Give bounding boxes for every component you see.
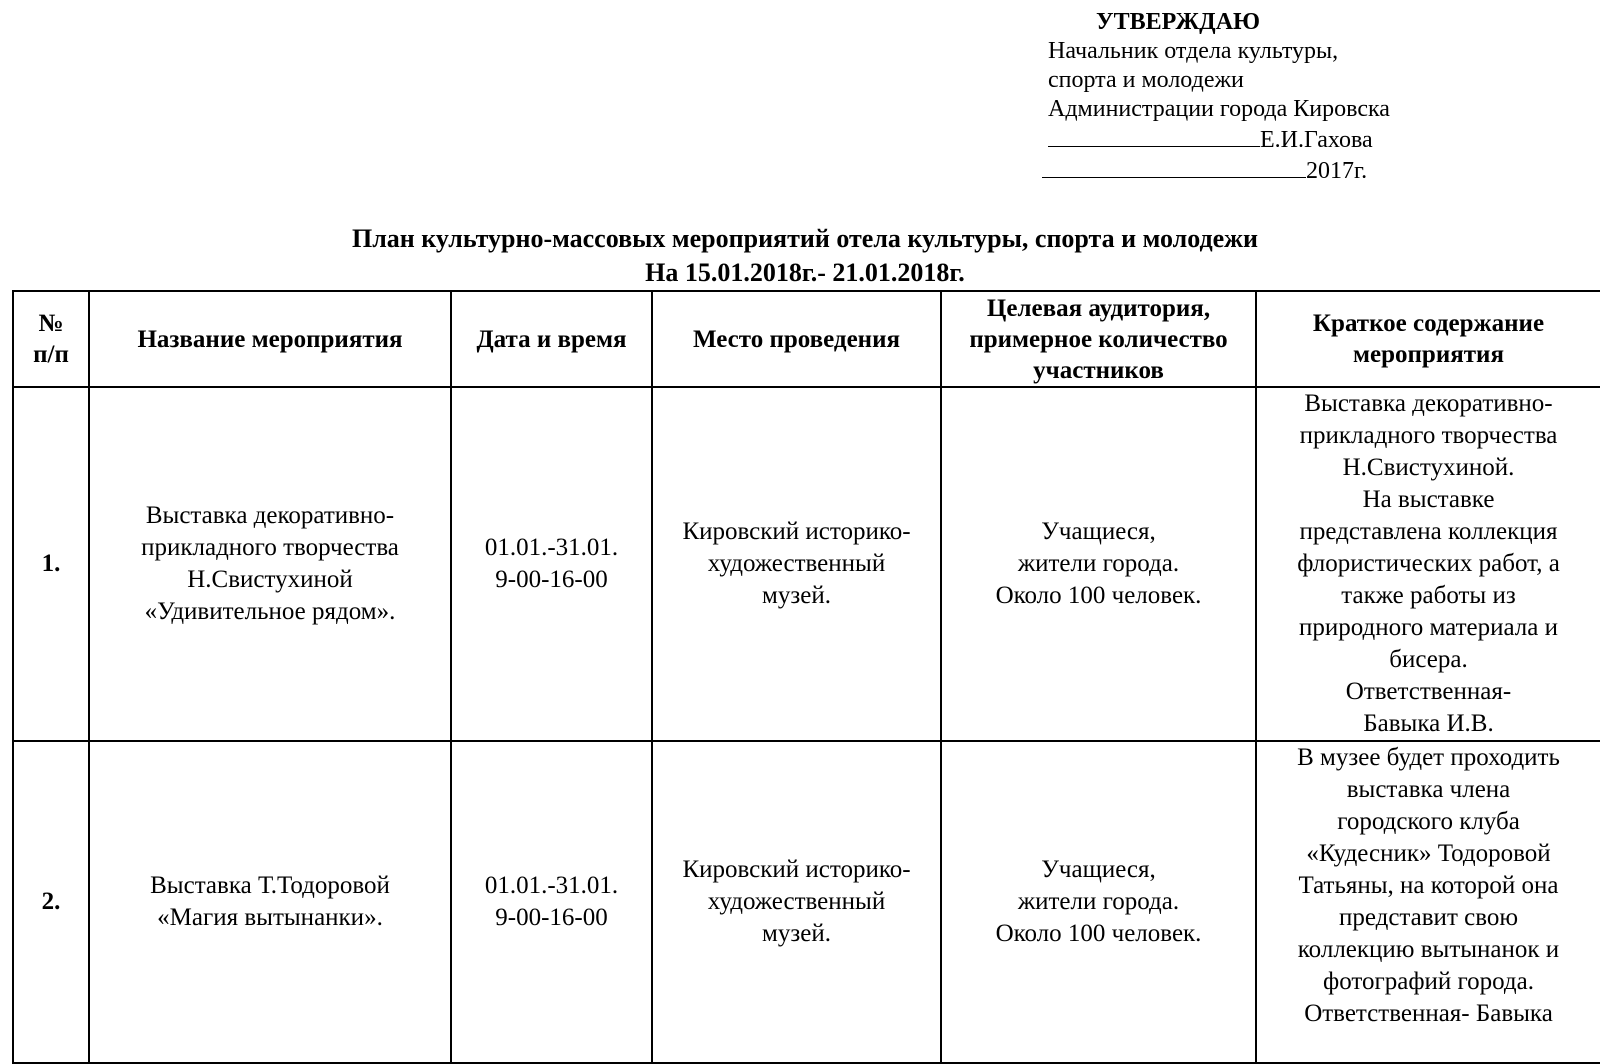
table-row bbox=[13, 387, 1600, 741]
row-name: Выставка декоративно- прикладного творчества Н.Свистухиной «Удивительное рядом». bbox=[89, 387, 451, 741]
table-header-row bbox=[13, 291, 1600, 387]
approval-signature-line bbox=[1048, 124, 1468, 155]
date-underline bbox=[1042, 155, 1306, 178]
title-line-1: План культурно-массовых мероприятий отела культуры, спорта и молодежи bbox=[351, 224, 1258, 253]
approval-position-line-1: Начальник отдела культуры, bbox=[1048, 38, 1339, 64]
approval-block bbox=[1048, 8, 1468, 186]
row-num: 2. bbox=[13, 741, 89, 1063]
events-table bbox=[12, 290, 1600, 1064]
signature-underline bbox=[1048, 124, 1260, 147]
approval-year: 2017г. bbox=[1306, 158, 1368, 184]
header-name: Название мероприятия bbox=[89, 291, 451, 387]
header-num: № п/п bbox=[13, 291, 89, 387]
header-summary: Краткое содержание мероприятия bbox=[1256, 291, 1600, 387]
header-place: Место проведения bbox=[652, 291, 941, 387]
title-line-2: На 15.01.2018г.- 21.01.2018г. bbox=[645, 258, 965, 287]
document-title bbox=[0, 222, 1600, 290]
row-place: Кировский историко- художественный музей. bbox=[652, 387, 941, 741]
row-audience: Учащиеся, жители города. Около 100 человек. bbox=[941, 741, 1256, 1063]
header-audience: Целевая аудитория, примерное количество участников bbox=[941, 291, 1256, 387]
signature-name: Е.И.Гахова bbox=[1260, 127, 1373, 153]
row-name: Выставка Т.Тодоровой «Магия вытынанки». bbox=[89, 741, 451, 1063]
approval-date-line bbox=[1042, 155, 1468, 186]
row-summary: В музее будет проходить выставка члена городского клуба «Кудесник» Тодоровой Татьяны, на которой она представит свою коллекцию вытынанок и фотографий города. Ответственная- Бавыка bbox=[1256, 741, 1600, 1063]
row-datetime: 01.01.-31.01. 9-00-16-00 bbox=[451, 741, 652, 1063]
row-audience: Учащиеся, жители города. Около 100 человек. bbox=[941, 387, 1256, 741]
row-place: Кировский историко- художественный музей. bbox=[652, 741, 941, 1063]
row-datetime: 01.01.-31.01. 9-00-16-00 bbox=[451, 387, 652, 741]
approval-position-line-3: Администрации города Кировска bbox=[1048, 96, 1390, 122]
approval-heading: УТВЕРЖДАЮ bbox=[1096, 9, 1261, 35]
header-datetime: Дата и время bbox=[451, 291, 652, 387]
row-summary: Выставка декоративно- прикладного творчества Н.Свистухиной. На выставке представлена коллекция флористических работ, а также работы из природного материала и бисера. Ответственная- Бавыка И.В. bbox=[1256, 387, 1600, 741]
approval-position-line-2: спорта и молодежи bbox=[1048, 67, 1244, 93]
table-row bbox=[13, 741, 1600, 1063]
row-num: 1. bbox=[13, 387, 89, 741]
